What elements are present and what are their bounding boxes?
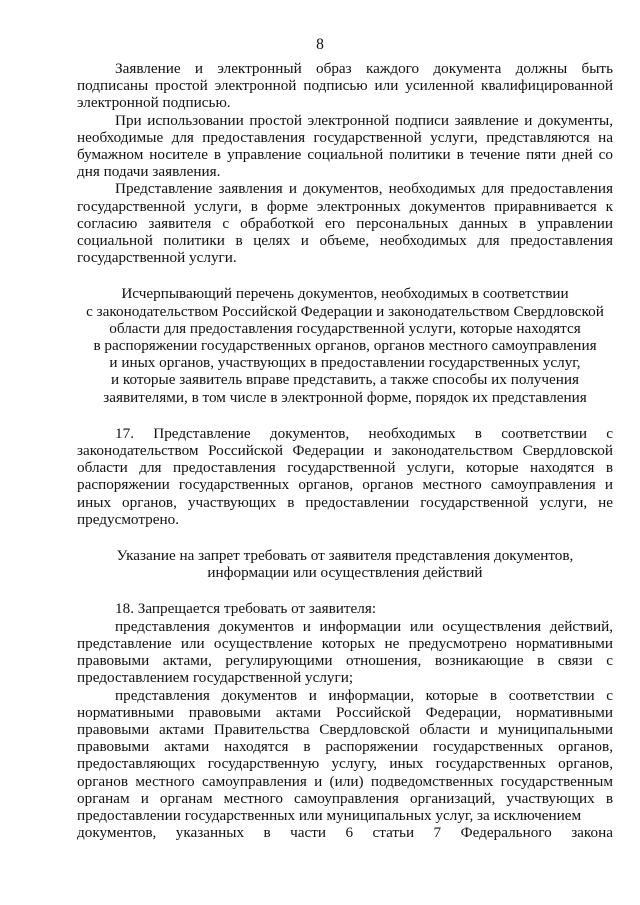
heading-line: Указание на запрет требовать от заявителя представления документов,: [116, 547, 574, 565]
heading-line: заявителями, в том числе в электронной форме, порядок их представления: [103, 388, 587, 406]
heading-line: и которые заявитель вправе представить, а также способы их получения: [110, 371, 580, 389]
heading-line: и иных органов, участвующих в предоставлении государственных услуг,: [109, 354, 581, 372]
section-heading-documents-list: [77, 285, 613, 405]
page-number: 8: [316, 36, 324, 53]
paragraph-18-last-line: документов, указанных в части 6 статьи 7 Федерального закона: [77, 824, 613, 842]
section-heading-prohibition: [77, 547, 613, 581]
paragraph-17: 17. Представление документов, необходимых в соответствии с законодательством Российской Федерации и законодательством Свердловской области для предоставления государственной услуги, которые находятся в распоряжении государственных органов, органов местного самоуправления и иных органов, участвующих в предоставлении государственной услуги, не предусмотрено.: [77, 424, 613, 528]
paragraph-simple-signature: При использовании простой электронной подписи заявление и документы, необходимые для предоставления государственной услуги, представляются на бумажном носителе в управление социальной политики в течение пяти дней со дня подачи заявления.: [77, 111, 613, 181]
heading-line: информации или осуществления действий: [207, 564, 483, 582]
heading-line: в распоряжении государственных органов, органов местного самоуправления: [93, 337, 597, 355]
document-body: [77, 60, 613, 841]
heading-line: с законодательством Российской Федерации и законодательством Свердловской: [86, 302, 604, 320]
heading-line: Исчерпывающий перечень документов, необходимых в соответствии: [121, 285, 569, 303]
paragraph-consent: Представление заявления и документов, необходимых для предоставления государственной услуги, в форме электронных документов приравнивается к согласию заявителя с обработкой его персональных данных в управлении социальной политики в целях и объеме, необходимых для предоставления государственной услуги.: [77, 180, 613, 267]
paragraph-18-item: представления документов и информации или осуществления действий, представление или осуществление которых не предусмотрено нормативными правовыми актами, регулирующими отношения, возникающие в связи с предоставлением государственной услуги;: [77, 617, 613, 687]
paragraph-18-intro: 18. Запрещается требовать от заявителя:: [115, 600, 377, 618]
paragraph-signature: Заявление и электронный образ каждого документа должны быть подписаны простой электронной подписью или усиленной квалифицированной электронной подписью.: [77, 60, 613, 112]
paragraph-18-item: представления документов и информации, которые в соответствии с нормативными правовыми актами Российской Федерации, нормативными правовыми актами Правительства Свердловской области и муниципальными правовыми актами находятся в распоряжении государственных органов, предоставляющих государственную услугу, иных государственных органов, органов местного самоуправления и (или) подведомственных государственным органам и органам местного самоуправления организаций, участвующих в предоставлении государственных или муниципальных услуг, за исключением: [77, 686, 613, 824]
heading-line: области для предоставления государственной услуги, которые находятся: [109, 319, 581, 337]
